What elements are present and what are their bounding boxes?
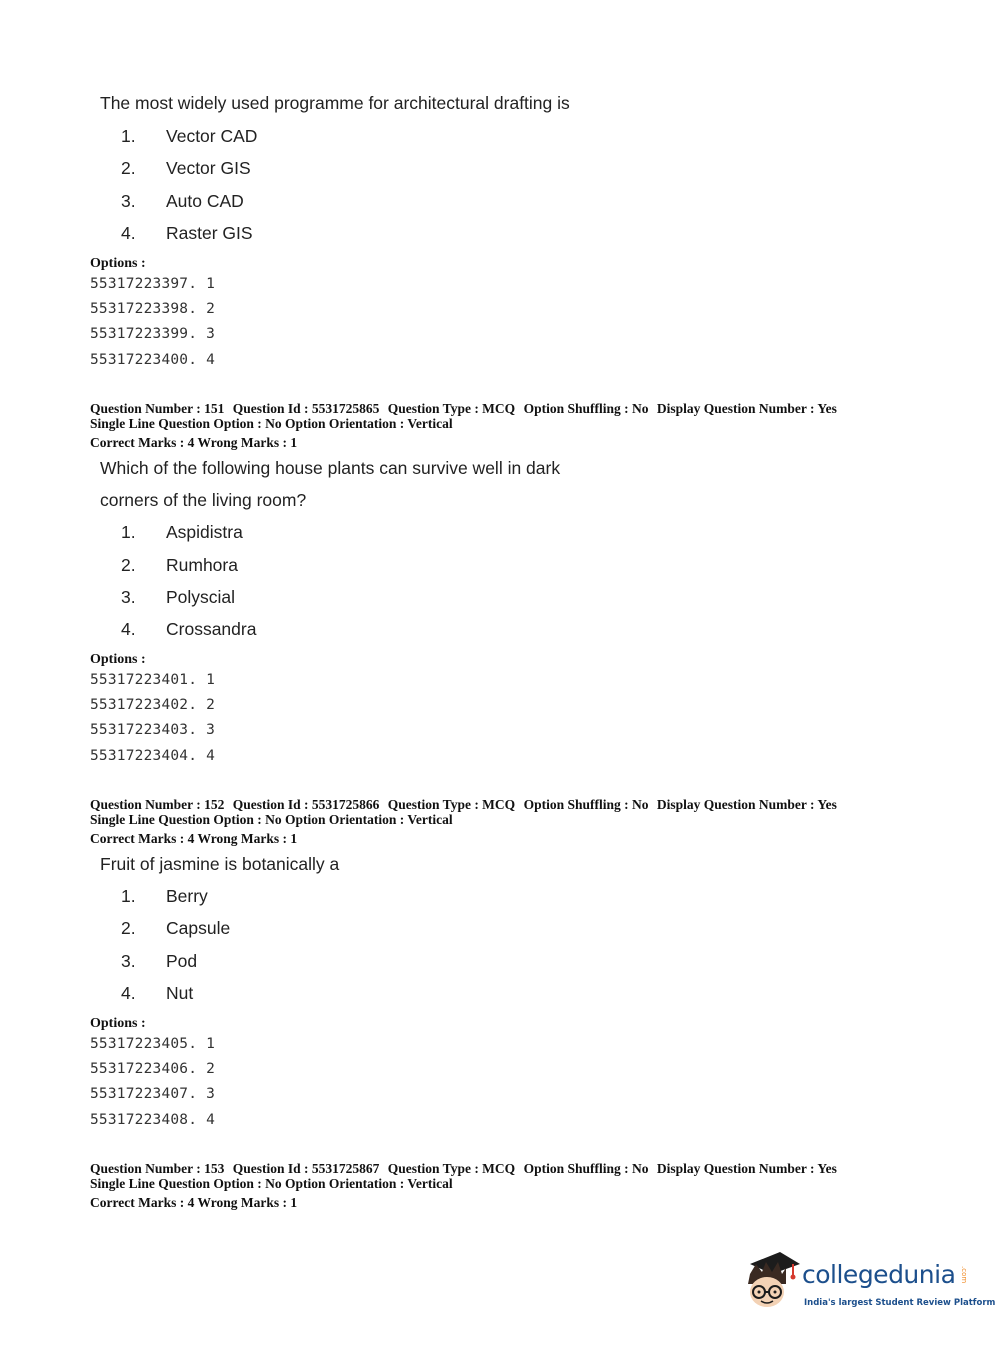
logo-suffix: .com [960, 1266, 968, 1284]
option-id: 55317223397. 1 [90, 276, 216, 292]
meta-question-id: Question Id : 5531725865 [232, 401, 380, 416]
option-id: 55317223404. 4 [90, 748, 216, 764]
choice-number: 4. [121, 223, 136, 243]
meta-question-number: Question Number : 152 [90, 797, 225, 812]
option-id: 55317223399. 3 [90, 326, 216, 342]
meta-display-number: Display Question Number : Yes [656, 1161, 837, 1176]
question-text-line2: corners of the living room? [100, 490, 307, 510]
choice-text: Berry [166, 886, 208, 906]
choice-text: Aspidistra [166, 522, 243, 542]
choice-text: Rumhora [166, 555, 238, 575]
logo-wordmark: collegedunia [802, 1260, 956, 1289]
question-meta-line2: Single Line Question Option : No Option Orientation : Vertical [90, 1176, 453, 1191]
meta-option-shuffling: Option Shuffling : No [523, 1161, 649, 1176]
meta-question-id: Question Id : 5531725866 [232, 797, 380, 812]
choice-number: 1. [121, 886, 136, 906]
choice-number: 1. [121, 522, 136, 542]
question-marks: Correct Marks : 4 Wrong Marks : 1 [90, 1195, 298, 1210]
meta-question-type: Question Type : MCQ [387, 797, 516, 812]
question-marks: Correct Marks : 4 Wrong Marks : 1 [90, 831, 298, 846]
question-text: Fruit of jasmine is botanically a [100, 854, 340, 874]
option-id: 55317223407. 3 [90, 1086, 216, 1102]
options-label: Options : [90, 1016, 146, 1031]
option-id: 55317223400. 4 [90, 352, 216, 368]
choice-number: 2. [121, 158, 136, 178]
option-id: 55317223405. 1 [90, 1036, 216, 1052]
option-id: 55317223398. 2 [90, 301, 216, 317]
logo-tagline: India's largest Student Review Platform [804, 1298, 996, 1308]
meta-question-type: Question Type : MCQ [387, 401, 516, 416]
meta-question-type: Question Type : MCQ [387, 1161, 516, 1176]
choice-text: Auto CAD [166, 191, 244, 211]
option-id: 55317223406. 2 [90, 1061, 216, 1077]
choice-number: 2. [121, 555, 136, 575]
mascot-icon [742, 1250, 802, 1316]
choice-text: Nut [166, 983, 194, 1003]
choice-number: 2. [121, 918, 136, 938]
question-meta-line2: Single Line Question Option : No Option Orientation : Vertical [90, 812, 453, 827]
choice-number: 4. [121, 619, 136, 639]
meta-option-shuffling: Option Shuffling : No [523, 401, 649, 416]
choice-number: 1. [121, 126, 136, 146]
meta-question-id: Question Id : 5531725867 [232, 1161, 380, 1176]
choice-text: Raster GIS [166, 223, 253, 243]
choice-text: Vector GIS [166, 158, 251, 178]
option-id: 55317223401. 1 [90, 672, 216, 688]
question-meta [90, 1161, 842, 1176]
choice-text: Polyscial [166, 587, 236, 607]
option-id: 55317223403. 3 [90, 722, 216, 738]
choice-number: 4. [121, 983, 136, 1003]
choice-text: Capsule [166, 918, 231, 938]
choice-number: 3. [121, 191, 136, 211]
question-text: The most widely used programme for architectural drafting is [100, 93, 570, 113]
meta-display-number: Display Question Number : Yes [656, 401, 837, 416]
options-label: Options : [90, 652, 146, 667]
meta-option-shuffling: Option Shuffling : No [523, 797, 649, 812]
choice-number: 3. [121, 587, 136, 607]
meta-display-number: Display Question Number : Yes [656, 797, 837, 812]
choice-text: Pod [166, 951, 198, 971]
meta-question-number: Question Number : 153 [90, 1161, 225, 1176]
question-marks: Correct Marks : 4 Wrong Marks : 1 [90, 435, 298, 450]
options-label: Options : [90, 256, 146, 271]
choice-text: Crossandra [166, 619, 257, 639]
question-meta-line2: Single Line Question Option : No Option Orientation : Vertical [90, 416, 453, 431]
option-id: 55317223402. 2 [90, 697, 216, 713]
question-meta [90, 401, 842, 416]
meta-question-number: Question Number : 151 [90, 401, 225, 416]
collegedunia-logo [742, 1250, 996, 1320]
choice-text: Vector CAD [166, 126, 258, 146]
option-id: 55317223408. 4 [90, 1112, 216, 1128]
choice-number: 3. [121, 951, 136, 971]
question-text: Which of the following house plants can survive well in dark [100, 458, 561, 478]
question-meta [90, 797, 842, 812]
